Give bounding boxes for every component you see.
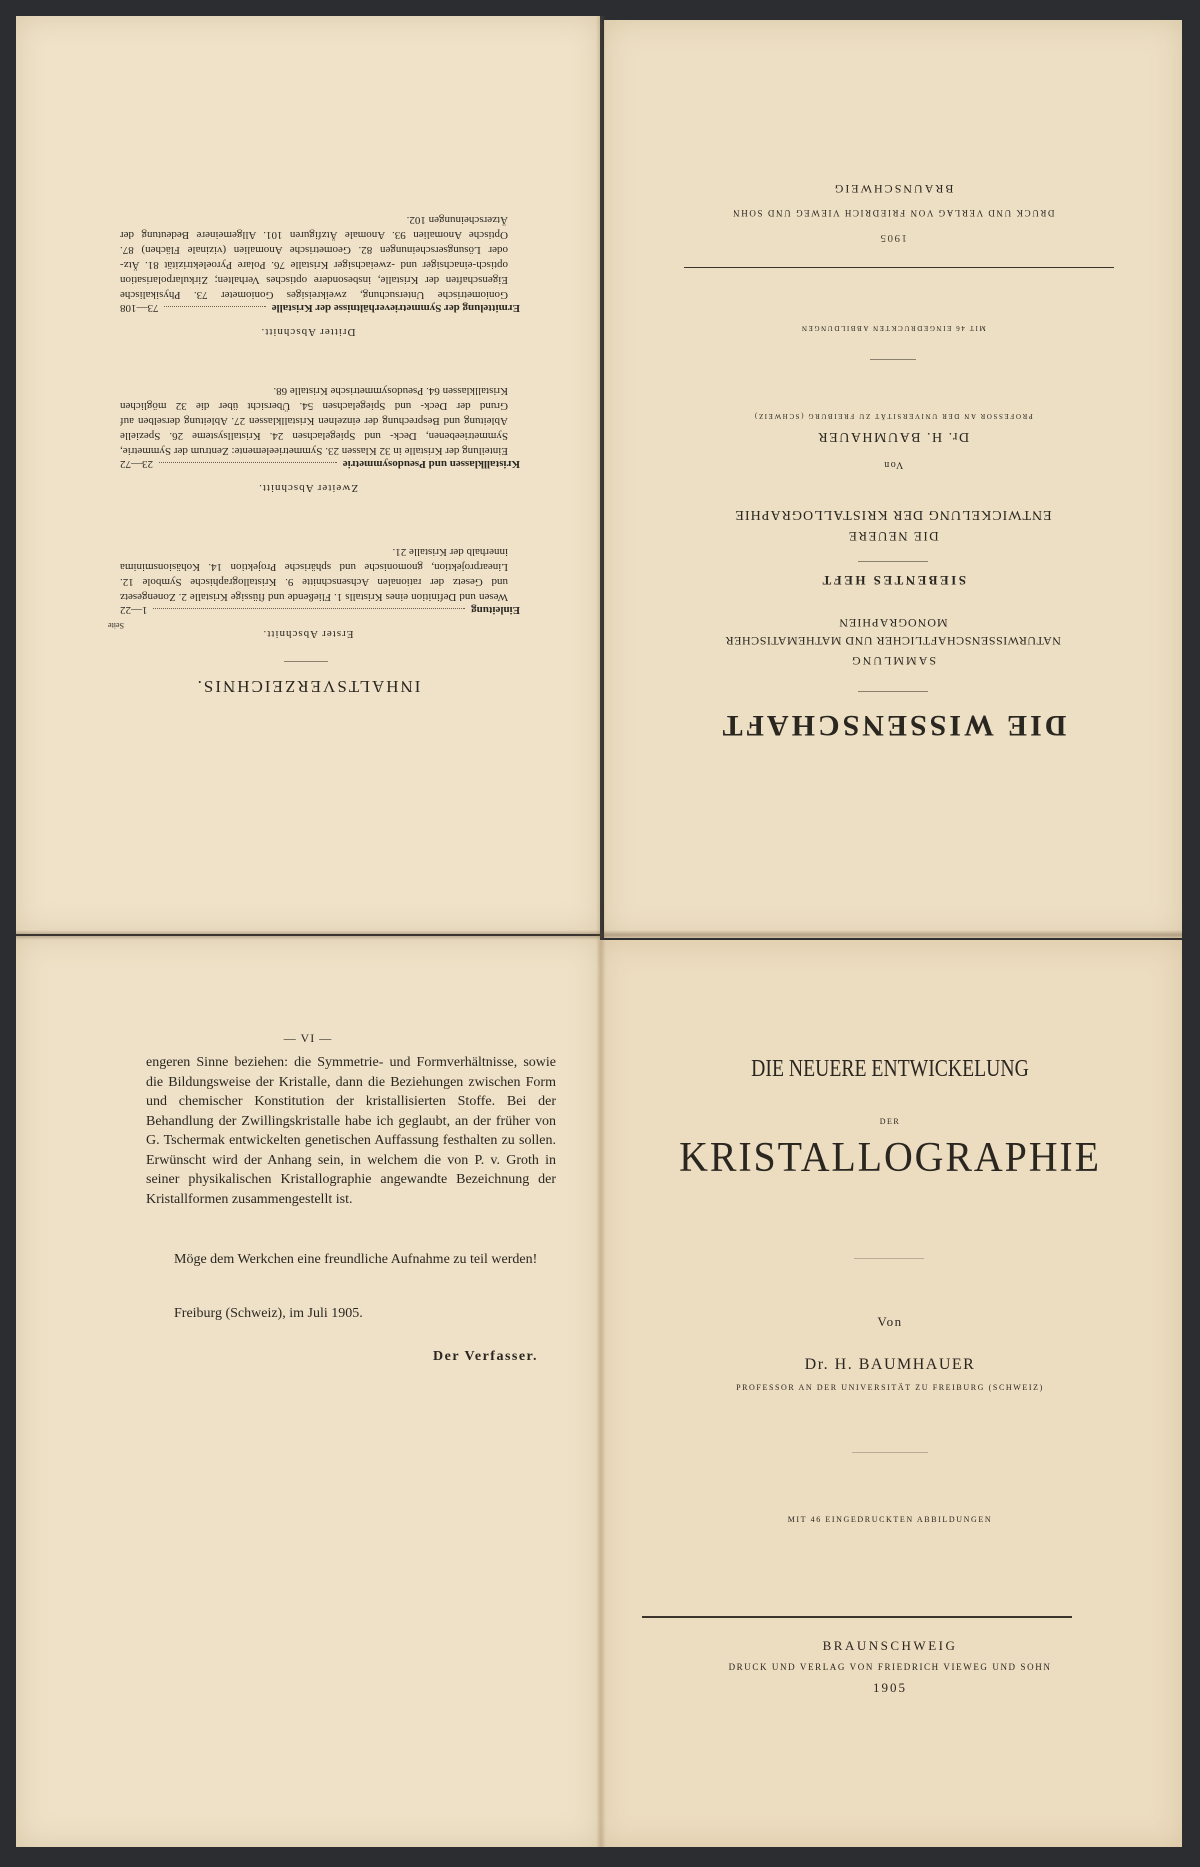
half-title-main: KRISTALLOGRAPHIE xyxy=(679,1135,1101,1181)
title-collection: SAMMLUNG xyxy=(850,654,937,668)
entry1-title: Einleitung xyxy=(471,604,520,616)
dot-leader xyxy=(154,608,466,616)
title-publisher: DRUCK UND VERLAG VON FRIEDRICH VIEWEG UND SOHN xyxy=(731,208,1055,218)
entry2-title: Kristallklassen und Pseudosymmetrie xyxy=(342,458,520,470)
title-work-line1: DIE NEUERE xyxy=(847,529,939,544)
title-illustrations: MIT 46 EINGEDRUCKTEN ABBILDUNGEN xyxy=(800,324,986,332)
title-collection-sub2: MONOGRAPHIEN xyxy=(838,616,948,630)
thick-rule xyxy=(642,1616,1072,1618)
entry3-pages: 73—108 xyxy=(120,302,159,314)
divider xyxy=(858,691,928,692)
page-number: — VI — xyxy=(283,1031,333,1045)
half-title-by: Von xyxy=(877,1314,903,1329)
title-page-upside-down xyxy=(604,20,1182,938)
entry1-text: Wesen und Definition eines Kristalls 1. Fließende und flüssige Kristalle 2. Zonengesetz und Gesetz der rationalen Achsenschnitte 9. Kristallographische Symbole 12. Linearprojektion, gnomonische und sphärische Projektion 14. Kohäsionsminima innerhalb der Kristalle 21. xyxy=(120,546,508,603)
place-date: Freiburg (Schweiz), im Juli 1905. xyxy=(174,1306,363,1321)
contents-page-upside-down xyxy=(16,16,600,934)
title-page xyxy=(604,20,1182,938)
thick-rule xyxy=(684,267,1114,268)
toc-entry-2 xyxy=(120,383,520,470)
seite-label: Seite xyxy=(108,621,124,630)
title-by: Von xyxy=(882,459,904,470)
preface-page xyxy=(16,936,600,1847)
half-title-line1: DIE NEUERE ENTWICKELUNG xyxy=(751,1056,1029,1082)
title-series: DIE WISSENSCHAFT xyxy=(719,709,1067,742)
half-title-publisher: DRUCK UND VERLAG VON FRIEDRICH VIEWEG UND SOHN xyxy=(728,1662,1052,1672)
preface-paragraph-2: Möge dem Werkchen eine freundliche Aufnahme zu teil werden! xyxy=(174,1252,538,1267)
half-title-author: Dr. H. BAUMHAUER xyxy=(804,1356,976,1373)
half-title-illustrations: MIT 46 EINGEDRUCKTEN ABBILDUNGEN xyxy=(787,1515,993,1524)
preface-paragraph-1: engeren Sinne beziehen: die Symmetrie- und Formverhältnisse, sowie die Bildungsweise der Kristalle, dann die Beziehungen zwischen Form und chemischer Konstitution der kristallisierten Stoffe. Bei der Behandlung der Zwillingskristalle habe ich geglaubt, an der früher von G. Tschermak entwickelten genetischen Auffassung festhalten zu sollen. Erwünscht wird der Anhang sein, in welchem die von P. v. Groth in seiner physikalischen Kristallographie angewandte Bezeichnung der Kristallformen zusammengestellt ist. xyxy=(146,1055,556,1207)
entry1-pages: 1—22 xyxy=(120,604,148,616)
title-author: Dr. H. BAUMHAUER xyxy=(816,429,970,444)
toc-entry-3 xyxy=(120,212,520,314)
title-year: 1905 xyxy=(879,232,907,244)
title-city: BRAUNSCHWEIG xyxy=(832,182,954,196)
title-volume: SIEBENTES HEFT xyxy=(820,573,966,588)
section2-title: Zweiter Abschnitt. xyxy=(258,482,358,494)
half-title-year: 1905 xyxy=(873,1680,907,1695)
divider xyxy=(870,359,916,360)
section3-title: Dritter Abschnitt. xyxy=(260,326,356,338)
divider xyxy=(852,1452,928,1453)
title-affiliation: PROFESSOR AN DER UNIVERSITÄT ZU FREIBURG (SCHWEIZ) xyxy=(753,412,1033,420)
half-title-page xyxy=(598,940,1182,1847)
section1-title: Erster Abschnitt. xyxy=(262,628,354,640)
divider xyxy=(284,661,328,662)
title-collection-sub1: NATURWISSENSCHAFTLICHER UND MATHEMATISCHER xyxy=(725,634,1061,648)
contents-page xyxy=(16,16,600,934)
signature: Der Verfasser. xyxy=(433,1349,538,1364)
horizontal-fold xyxy=(16,930,1182,940)
entry2-text: Einteilung der Kristalle in 32 Klassen 23. Symmetrieelemente: Zentrum der Symmetrie, Symmetrieebenen, Deck- und Spiegelachsen 24. Kristallsysteme 26. Spezielle Ableitung und Besprechung der einzelnen Kristallklassen 27. Ableitung derselben auf Grund der Deck- und Spiegelachsen 54. Übersicht über die 32 möglichen Kristallklassen 64. Pseudosymmetrische Kristalle 68. xyxy=(120,385,508,457)
dot-leader xyxy=(159,462,337,470)
entry3-text: Goniometrische Untersuchung, zweikreisiges Goniometer 73. Physikalische Eigenschaften der Kristalle, insbesondere optisches Verhalten; Zirkularpolarisation optisch-einachsiger und -zweiachsiger Kristalle 76. Polare Pyroelektrizität 81. Ätz- oder Lösungserscheinungen 82. Geometrische Anomalien (vizinale Flächen) 87. Optische Anomalien 93. Anomale Ätzfiguren 101. Allgemeinere Bedeutung der Ätzerscheinungen 102. xyxy=(120,214,508,301)
divider xyxy=(858,561,928,562)
title-work-line2: ENTWICKELUNG DER KRISTALLOGRAPHIE xyxy=(734,507,1052,522)
entry2-pages: 23—72 xyxy=(120,458,153,470)
dot-leader xyxy=(165,306,266,314)
contents-heading: INHALTSVERZEICHNIS. xyxy=(195,677,421,696)
entry3-title: Ermittelung der Symmetrieverhältnisse der Kristalle xyxy=(271,302,520,314)
divider xyxy=(854,1258,924,1259)
half-title-city: BRAUNSCHWEIG xyxy=(822,1638,958,1653)
half-title-connector: DER xyxy=(879,1117,901,1126)
half-title-affiliation: PROFESSOR AN DER UNIVERSITÄT ZU FREIBURG (SCHWEIZ) xyxy=(736,1383,1044,1392)
toc-entry-1 xyxy=(108,544,520,630)
